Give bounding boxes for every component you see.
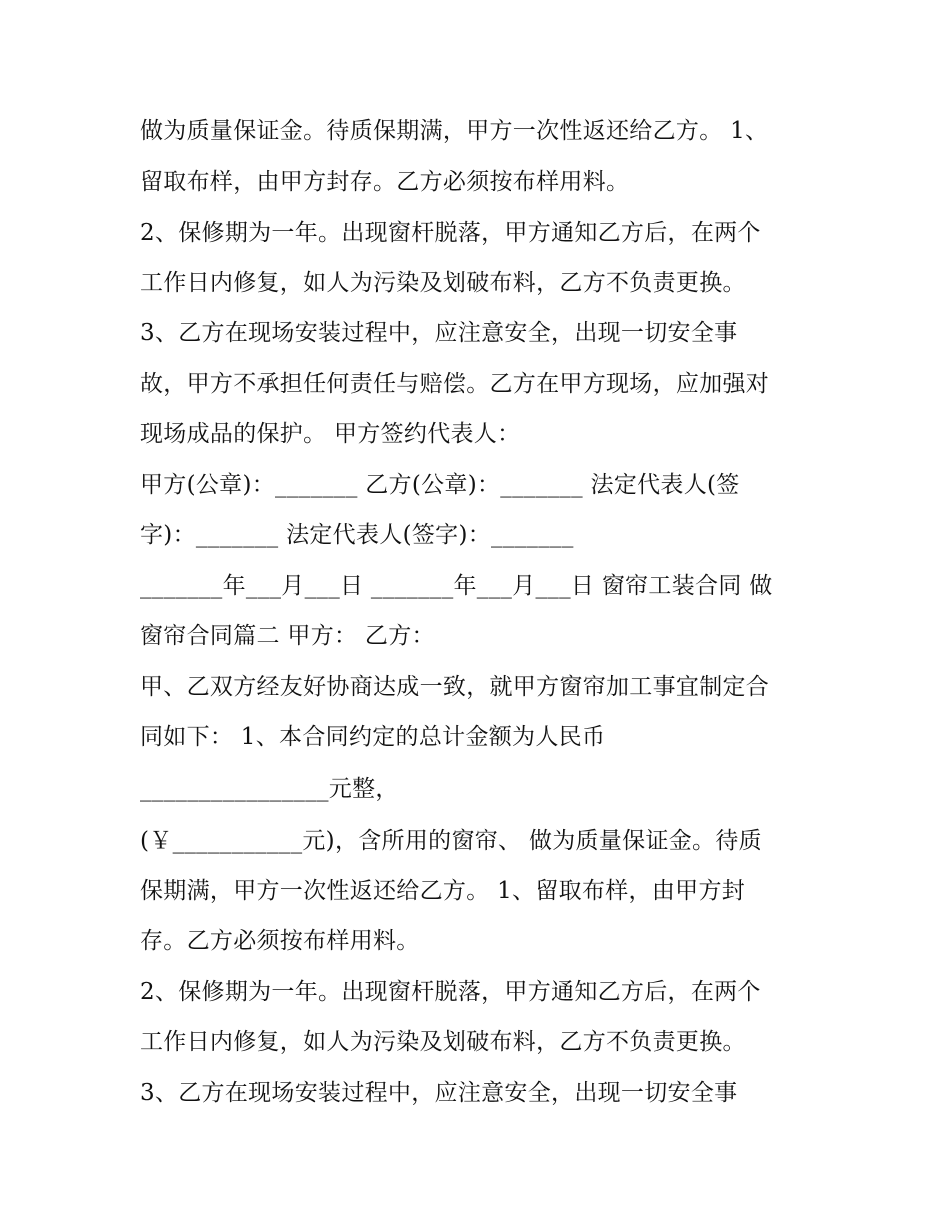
text-line: 甲方(公章)：_______ 乙方(公章)：_______ 法定代表人(签 [140,472,740,498]
text-line: 存。乙方必须按布样用料。 [140,928,420,954]
text-line: 工作日内修复，如人为污染及划破布料，乙方不负责更换。 [140,1029,746,1055]
text-line: 甲、乙双方经友好协商达成一致，就甲方窗帘加工事宜制定合 [140,674,770,700]
text-line: 3、乙方在现场安装过程中，应注意安全，出现一切安全事 [140,320,738,346]
text-line: 留取布样，由甲方封存。乙方必须按布样用料。 [140,169,630,195]
text-line: 2、保修期为一年。出现窗杆脱落，甲方通知乙方后，在两个 [140,220,761,246]
text-line: 工作日内修复，如人为污染及划破布料，乙方不负责更换。 [140,270,746,296]
text-line: 做为质量保证金。待质保期满，甲方一次性返还给乙方。 1、 [140,118,769,144]
text-line: (￥___________元)，含所用的窗帘、 做为质量保证金。待质 [140,828,762,854]
text-line: 窗帘合同篇二 甲方： 乙方： [140,623,435,649]
text-line: 3、乙方在现场安装过程中，应注意安全，出现一切安全事 [140,1080,738,1106]
text-line: 故，甲方不承担任何责任与赔偿。乙方在甲方现场，应加强对 [140,371,770,397]
text-line: 2、保修期为一年。出现窗杆脱落，甲方通知乙方后，在两个 [140,979,761,1005]
text-line: 保期满，甲方一次性返还给乙方。 1、留取布样，由甲方封 [140,878,746,904]
text-line: 同如下： 1、本合同约定的总计金额为人民币 [140,724,606,750]
text-line: 字)：_______ 法定代表人(签字)：_______ [140,522,574,548]
text-line: _______年___月___日 _______年___月___日 窗帘工装合同 做 [140,573,773,599]
text-line: 现场成品的保护。 甲方签约代表人： [140,421,521,447]
text-line: ________________元整， [140,776,399,802]
